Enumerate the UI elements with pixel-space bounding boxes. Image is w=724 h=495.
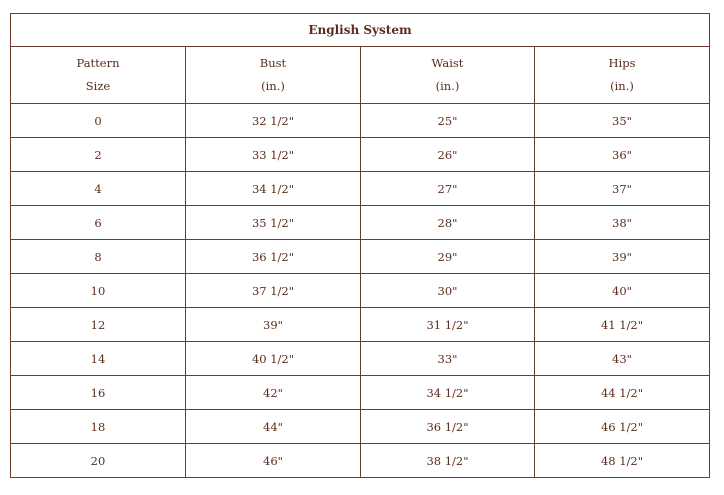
cell-hips: 44 1/2" — [535, 376, 710, 410]
cell-hips: 48 1/2" — [535, 444, 710, 478]
cell-bust: 36 1/2" — [186, 240, 361, 274]
table-row — [11, 104, 710, 138]
table-row — [11, 240, 710, 274]
header-waist — [361, 47, 535, 104]
cell-bust: 39" — [186, 308, 361, 342]
cell-waist: 25" — [361, 104, 535, 138]
size-table — [10, 13, 710, 478]
table-row — [11, 376, 710, 410]
cell-pattern-size: 6 — [11, 206, 186, 240]
header-bust — [186, 47, 361, 104]
cell-waist: 34 1/2" — [361, 376, 535, 410]
cell-pattern-size: 0 — [11, 104, 186, 138]
cell-bust: 35 1/2" — [186, 206, 361, 240]
header-unit: Size — [85, 79, 111, 93]
cell-bust: 46" — [186, 444, 361, 478]
cell-hips: 36" — [535, 138, 710, 172]
header-unit: (in.) — [435, 79, 460, 93]
cell-waist: 38 1/2" — [361, 444, 535, 478]
header-label: Pattern — [76, 56, 120, 70]
cell-waist: 26" — [361, 138, 535, 172]
header-label: Bust — [259, 56, 287, 70]
header-unit: (in.) — [610, 79, 634, 93]
cell-pattern-size: 8 — [11, 240, 186, 274]
cell-hips: 39" — [535, 240, 710, 274]
cell-bust: 40 1/2" — [186, 342, 361, 376]
cell-bust: 32 1/2" — [186, 104, 361, 138]
header-label: Waist — [431, 56, 464, 70]
table-row — [11, 206, 710, 240]
header-label: Hips — [608, 56, 636, 70]
cell-bust: 34 1/2" — [186, 172, 361, 206]
table-row — [11, 444, 710, 478]
table-row — [11, 172, 710, 206]
cell-bust: 33 1/2" — [186, 138, 361, 172]
cell-pattern-size: 20 — [11, 444, 186, 478]
cell-hips: 43" — [535, 342, 710, 376]
cell-waist: 30" — [361, 274, 535, 308]
cell-waist: 28" — [361, 206, 535, 240]
cell-waist: 31 1/2" — [361, 308, 535, 342]
cell-pattern-size: 16 — [11, 376, 186, 410]
title-row — [11, 14, 710, 47]
cell-pattern-size: 4 — [11, 172, 186, 206]
cell-pattern-size: 2 — [11, 138, 186, 172]
cell-waist: 33" — [361, 342, 535, 376]
table-row — [11, 274, 710, 308]
cell-pattern-size: 18 — [11, 410, 186, 444]
table-row — [11, 342, 710, 376]
cell-hips: 46 1/2" — [535, 410, 710, 444]
header-unit: (in.) — [261, 79, 285, 93]
cell-hips: 37" — [535, 172, 710, 206]
header-row — [11, 47, 710, 104]
cell-hips: 41 1/2" — [535, 308, 710, 342]
header-pattern-size — [11, 47, 186, 104]
cell-bust: 42" — [186, 376, 361, 410]
cell-pattern-size: 12 — [11, 308, 186, 342]
cell-bust: 44" — [186, 410, 361, 444]
header-hips — [535, 47, 710, 104]
cell-bust: 37 1/2" — [186, 274, 361, 308]
table-title: English System — [11, 14, 710, 47]
table-row — [11, 138, 710, 172]
size-chart — [10, 13, 709, 478]
cell-hips: 40" — [535, 274, 710, 308]
cell-pattern-size: 14 — [11, 342, 186, 376]
cell-waist: 27" — [361, 172, 535, 206]
table-row — [11, 410, 710, 444]
cell-hips: 38" — [535, 206, 710, 240]
cell-pattern-size: 10 — [11, 274, 186, 308]
cell-waist: 36 1/2" — [361, 410, 535, 444]
table-row — [11, 308, 710, 342]
cell-waist: 29" — [361, 240, 535, 274]
cell-hips: 35" — [535, 104, 710, 138]
